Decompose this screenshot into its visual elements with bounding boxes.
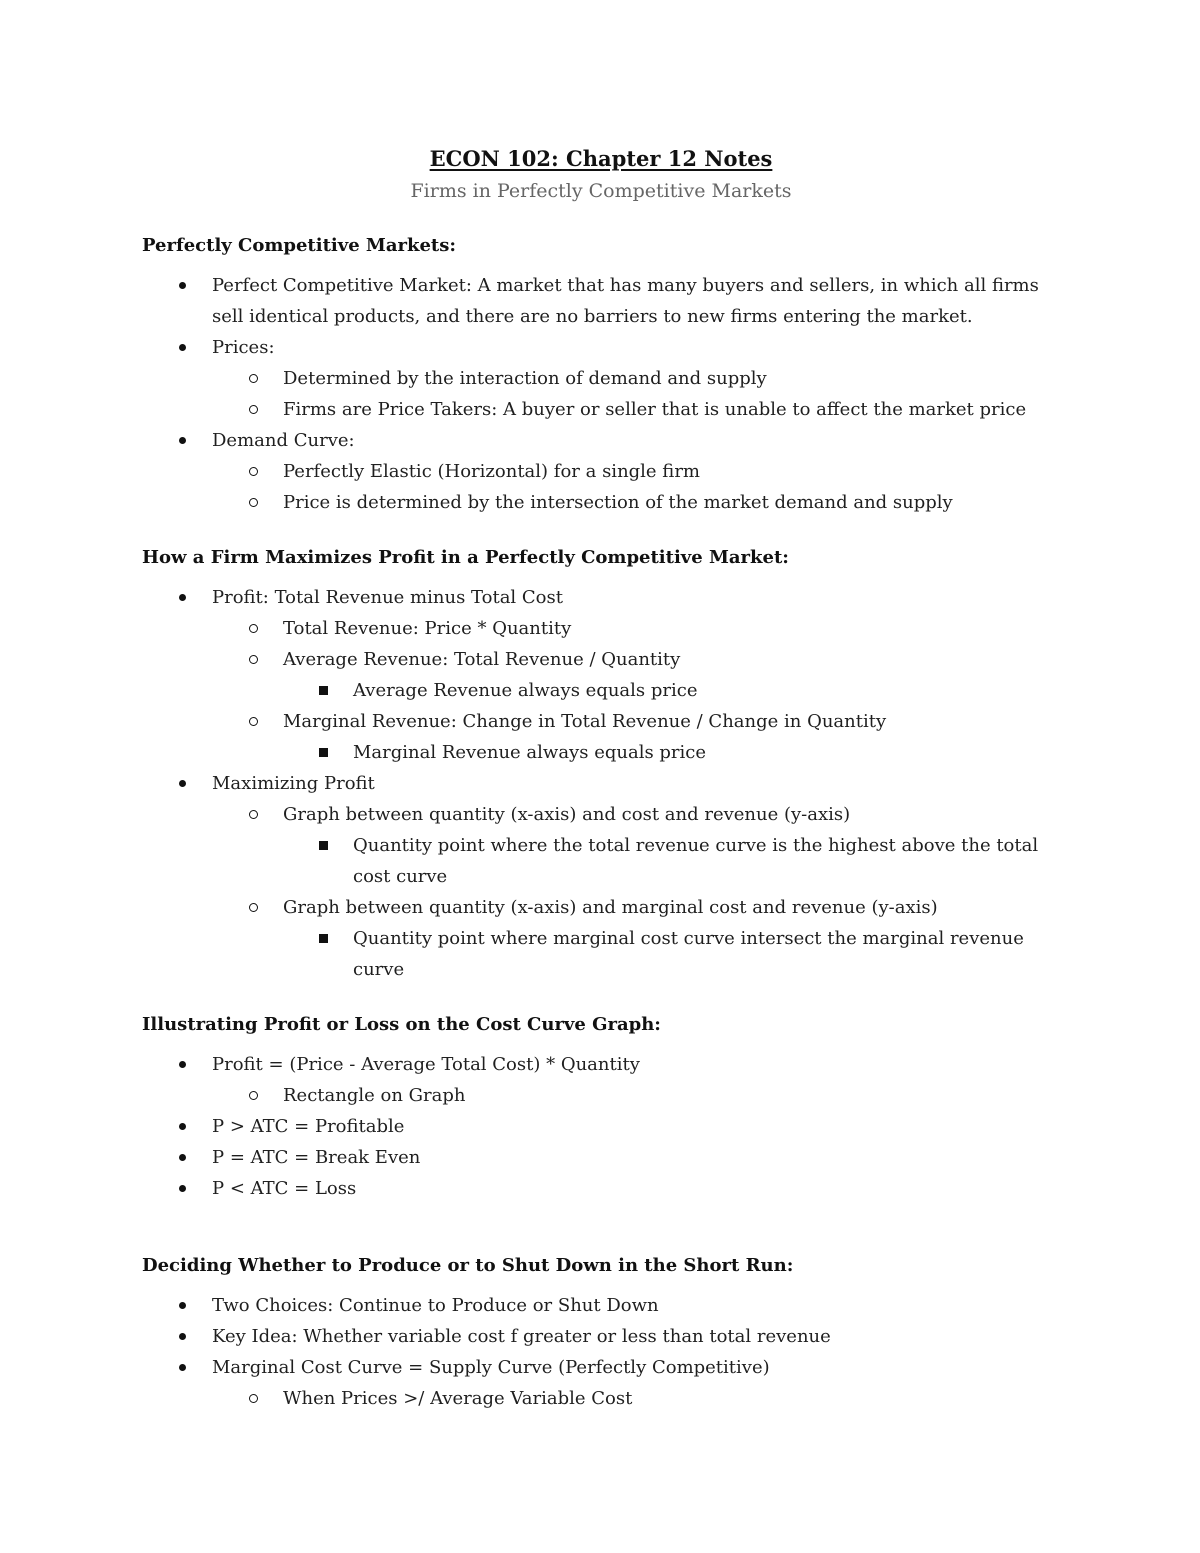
list-item — [142, 644, 1060, 675]
list-item-text: Average Revenue always equals price — [353, 680, 698, 701]
bullet-circle-icon — [246, 706, 260, 737]
section-heading: How a Firm Maximizes Profit in a Perfectly Competitive Market: — [142, 547, 789, 568]
list-item-text: Firms are Price Takers: A buyer or seller that is unable to affect the market price — [283, 399, 1027, 420]
list-item — [142, 1111, 1060, 1142]
document-subtitle: Firms in Perfectly Competitive Markets — [410, 180, 792, 202]
list-item — [142, 1352, 1060, 1383]
list-item — [142, 768, 1060, 799]
bullet-list — [142, 1049, 1060, 1204]
list-item-text: Quantity point where the total revenue curve is the highest above the total cost curve — [353, 835, 1039, 887]
section-heading: Perfectly Competitive Markets: — [142, 235, 457, 256]
bullet-dot-icon — [176, 768, 188, 799]
list-item-text: Price is determined by the intersection of the market demand and supply — [283, 492, 953, 513]
bullet-circle-icon — [246, 644, 260, 675]
list-item — [142, 332, 1060, 363]
list-item-text: Prices: — [212, 337, 275, 358]
list-item-text: Graph between quantity (x-axis) and marginal cost and revenue (y-axis) — [283, 897, 938, 918]
section-profit-or-loss — [142, 1011, 1060, 1204]
list-item-text: Graph between quantity (x-axis) and cost and revenue (y-axis) — [283, 804, 851, 825]
bullet-square-icon — [316, 675, 330, 706]
section-perfectly-competitive-markets — [142, 232, 1060, 518]
list-item — [142, 706, 1060, 737]
document-title: ECON 102: Chapter 12 Notes — [429, 146, 773, 171]
bullet-circle-icon — [246, 613, 260, 644]
list-item-text: Total Revenue: Price * Quantity — [283, 618, 572, 639]
bullet-circle-icon — [246, 456, 260, 487]
bullet-dot-icon — [176, 582, 188, 613]
bullet-list — [142, 582, 1060, 985]
bullet-dot-icon — [176, 1352, 188, 1383]
bullet-dot-icon — [176, 1111, 188, 1142]
list-item — [142, 675, 1060, 706]
bullet-dot-icon — [176, 1049, 188, 1080]
list-item — [142, 1173, 1060, 1204]
bullet-square-icon — [316, 830, 330, 861]
list-item — [142, 1142, 1060, 1173]
list-item — [142, 1080, 1060, 1111]
bullet-circle-icon — [246, 799, 260, 830]
list-item — [142, 613, 1060, 644]
list-item — [142, 1049, 1060, 1080]
list-item-text: Profit: Total Revenue minus Total Cost — [212, 587, 563, 608]
section-heading: Illustrating Profit or Loss on the Cost Curve Graph: — [142, 1014, 661, 1035]
bullet-dot-icon — [176, 425, 188, 456]
list-item-text: Marginal Revenue: Change in Total Revenue / Change in Quantity — [283, 711, 887, 732]
bullet-circle-icon — [246, 1080, 260, 1111]
list-item — [142, 582, 1060, 613]
list-item-text: Marginal Revenue always equals price — [353, 742, 707, 763]
section-heading: Deciding Whether to Produce or to Shut Down in the Short Run: — [142, 1255, 794, 1276]
bullet-dot-icon — [176, 1290, 188, 1321]
list-item — [142, 1321, 1060, 1352]
list-item — [142, 363, 1060, 394]
list-item-text: Average Revenue: Total Revenue / Quantity — [283, 649, 681, 670]
list-item — [142, 456, 1060, 487]
section-maximize-profit — [142, 544, 1060, 985]
bullet-list — [142, 270, 1060, 518]
list-item — [142, 270, 1060, 332]
list-item — [142, 923, 1060, 985]
list-item — [142, 394, 1060, 425]
list-item-text: Maximizing Profit — [212, 773, 375, 794]
bullet-dot-icon — [176, 1321, 188, 1352]
list-item — [142, 892, 1060, 923]
list-item — [142, 1290, 1060, 1321]
bullet-circle-icon — [246, 1383, 260, 1414]
list-item-text: Marginal Cost Curve = Supply Curve (Perfectly Competitive) — [212, 1357, 770, 1378]
list-item-text: Rectangle on Graph — [283, 1085, 466, 1106]
bullet-circle-icon — [246, 892, 260, 923]
list-item-text: Profit = (Price - Average Total Cost) * Quantity — [212, 1054, 640, 1075]
list-item — [142, 737, 1060, 768]
list-item-text: Key Idea: Whether variable cost f greater or less than total revenue — [212, 1326, 831, 1347]
list-item — [142, 1383, 1060, 1414]
bullet-dot-icon — [176, 1173, 188, 1204]
list-item — [142, 799, 1060, 830]
list-item-text: P = ATC = Break Even — [212, 1147, 421, 1168]
list-item-text: Perfectly Elastic (Horizontal) for a single firm — [283, 461, 700, 482]
bullet-list — [142, 1290, 1060, 1414]
bullet-square-icon — [316, 737, 330, 768]
list-item-text: Demand Curve: — [212, 430, 355, 451]
bullet-circle-icon — [246, 394, 260, 425]
list-item-text: Determined by the interaction of demand and supply — [283, 368, 767, 389]
bullet-dot-icon — [176, 332, 188, 363]
list-item-text: Two Choices: Continue to Produce or Shut Down — [212, 1295, 659, 1316]
list-item-text: P < ATC = Loss — [212, 1178, 357, 1199]
list-item-text: When Prices >/ Average Variable Cost — [283, 1388, 633, 1409]
section-produce-or-shut-down — [142, 1252, 1060, 1414]
list-item-text: Quantity point where marginal cost curve intersect the marginal revenue curve — [353, 928, 1024, 980]
bullet-dot-icon — [176, 270, 188, 301]
list-item — [142, 487, 1060, 518]
bullet-circle-icon — [246, 487, 260, 518]
bullet-circle-icon — [246, 363, 260, 394]
list-item — [142, 830, 1060, 892]
bullet-square-icon — [316, 923, 330, 954]
list-item-text: Perfect Competitive Market: A market that has many buyers and sellers, in which all firms sell identical products, and there are no barriers to new firms entering the market. — [212, 275, 1039, 327]
list-item — [142, 425, 1060, 456]
list-item-text: P > ATC = Profitable — [212, 1116, 405, 1137]
bullet-dot-icon — [176, 1142, 188, 1173]
